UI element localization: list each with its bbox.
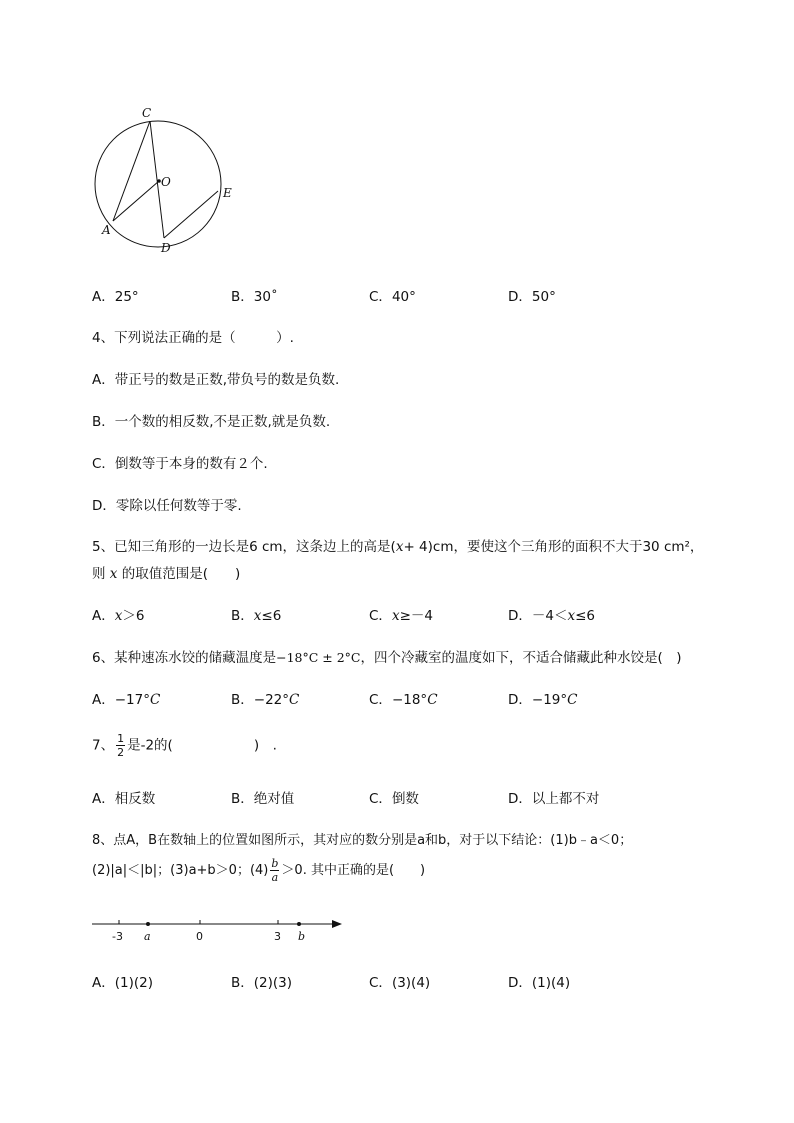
fraction: $\frac{1}{2}$ (117, 732, 125, 759)
option-d: D．50° (508, 289, 556, 305)
label-o: O (161, 175, 171, 189)
option-b: B．−22°C (231, 692, 300, 708)
q4-option-b: B．一个数的相反数,不是正数,就是负数. (92, 414, 331, 430)
point-a (146, 922, 150, 926)
q8-stem-line1: 8、点A，B在数轴上的位置如图所示，其对应的数分别是a和b，对于以下结论：(1)b﹣a＜0； (92, 833, 633, 848)
option-b: B．(2)(3) (231, 975, 293, 991)
option-c: C．x≥－4 (369, 608, 433, 624)
point-label-b: b (298, 930, 306, 943)
option-b: B．x≤6 (231, 608, 282, 624)
q5-stem-line2: 则 x 的取值范围是( ) (92, 566, 241, 582)
point-b (297, 922, 301, 926)
q5-stem-line1: 5、已知三角形的一边长是6 cm，这条边上的高是(x+ 4)cm，要使这个三角形的面积不大于30 cm²， (92, 539, 704, 555)
option-d: D．以上都不对 (508, 791, 600, 807)
q7-stem: 7、 $\frac{1}{2}$ 是-2的( ) . (92, 732, 277, 759)
label-e: E (223, 186, 232, 200)
label-a: A (102, 223, 111, 237)
tick-label-0: 0 (196, 930, 203, 943)
option-c: C．倒数 (369, 791, 419, 807)
tick-label-3: 3 (274, 930, 281, 943)
option-a: A．25° (92, 289, 139, 305)
option-b: B．30˚ (231, 289, 278, 305)
chord-ca (113, 121, 150, 221)
q6-stem: 6、某种速冻水饺的储藏温度是−18°C ± 2°C，四个冷藏室的温度如下，不适合储藏此种水饺是( ) (92, 650, 682, 666)
label-c: C (142, 106, 152, 120)
chord-de (164, 191, 218, 238)
option-c: C．−18°C (369, 692, 438, 708)
point-label-a: a (144, 930, 151, 943)
option-c: C．(3)(4) (369, 975, 431, 991)
arrow-head (332, 920, 342, 928)
tick-label-neg3: -3 (112, 930, 123, 943)
option-b: B．绝对值 (231, 791, 295, 807)
q4-option-c: C．倒数等于本身的数有２个. (92, 456, 268, 472)
option-c: C．40° (369, 289, 416, 305)
option-d: D．−19°C (508, 692, 578, 708)
number-line (88, 912, 350, 946)
q4-stem: 4、下列说法正确的是（ ）. (92, 330, 294, 346)
option-d: D．(1)(4) (508, 975, 571, 991)
circle-figure (88, 100, 248, 260)
q4-option-a: A．带正号的数是正数,带负号的数是负数. (92, 372, 340, 388)
option-a: A．−17°C (92, 692, 161, 708)
option-d: D．－4＜x≤6 (508, 608, 596, 624)
option-a: A．相反数 (92, 791, 156, 807)
option-a: A．(1)(2) (92, 975, 153, 991)
q4-option-d: D．零除以任何数等于零. (92, 498, 242, 514)
fraction: $\frac{b}{a}$ (271, 857, 279, 884)
option-a: A．x＞6 (92, 608, 145, 624)
label-d: D (161, 241, 171, 255)
q8-stem-line2: (2)|a|＜|b|；(3)a+b＞0；(4) $\frac{b}{a}$ ＞0. 其中正确的是( ) (92, 857, 426, 884)
